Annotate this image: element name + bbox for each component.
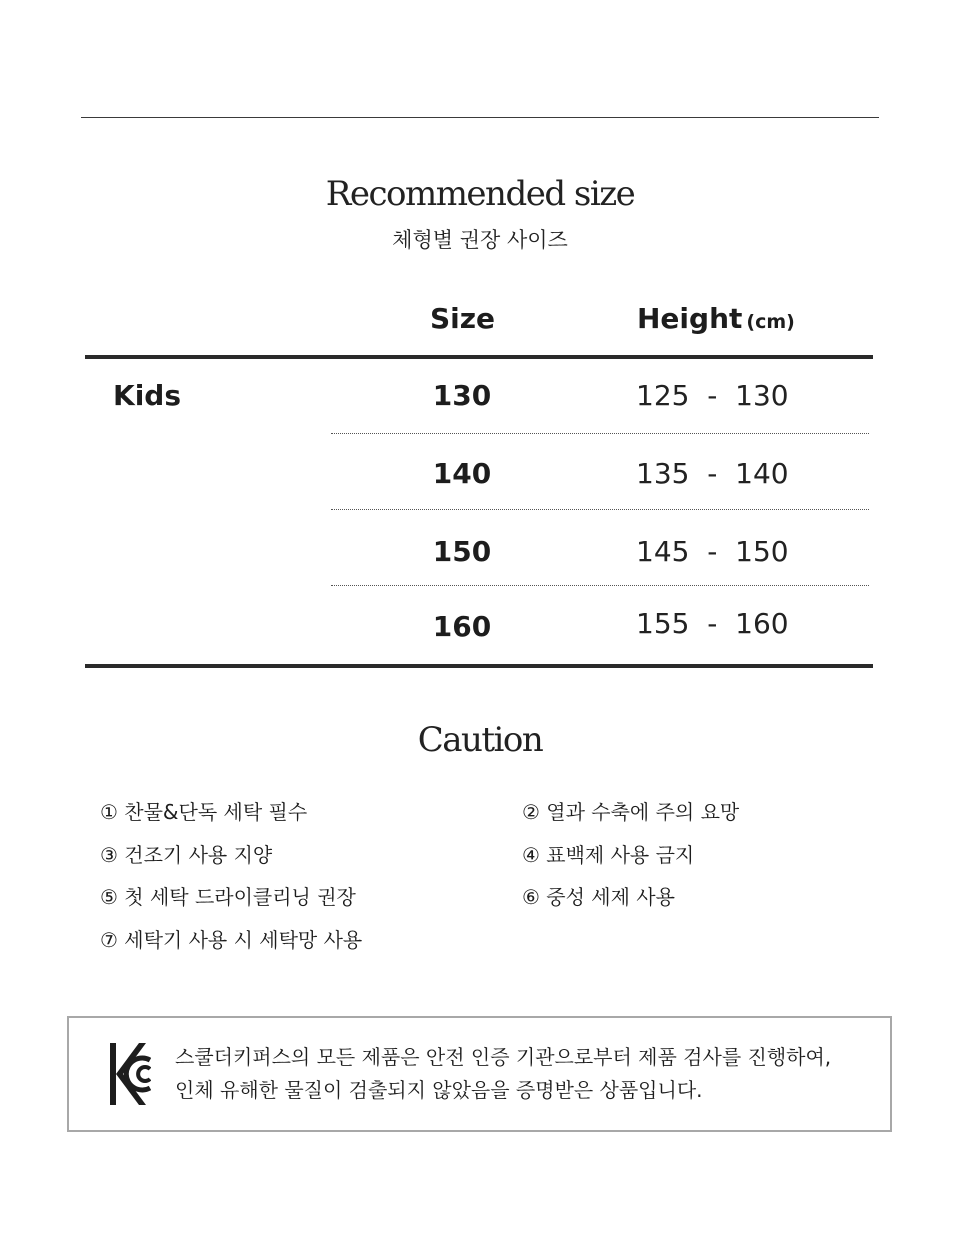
certification-text: [175, 1041, 831, 1107]
certification-notice: [67, 1016, 892, 1132]
caution-item: ④ 표백제 사용 금지: [522, 843, 695, 867]
kc-mark-icon: [109, 1042, 151, 1106]
size-cell: 130: [432, 379, 492, 412]
height-range-cell: 155 - 160: [636, 607, 789, 640]
recommended-size-subtitle: 체형별 권장 사이즈: [392, 228, 568, 252]
caution-item: ⑥ 중성 세제 사용: [522, 885, 675, 909]
caution-item: ⑦ 세탁기 사용 시 세탁망 사용: [100, 928, 363, 952]
caution-item: ① 찬물&단독 세탁 필수: [100, 800, 308, 824]
column-header-height: [637, 302, 795, 335]
certification-line: 스쿨더키퍼스의 모든 제품은 안전 인증 기관으로부터 제품 검사를 진행하여,: [175, 1045, 832, 1069]
caution-item: ⑤ 첫 세탁 드라이클리닝 권장: [100, 885, 356, 909]
height-range-cell: 145 - 150: [636, 535, 789, 568]
row-divider: [331, 585, 869, 586]
column-header-height-label: Height: [637, 302, 743, 335]
row-divider: [331, 509, 869, 510]
size-cell: 160: [432, 610, 492, 643]
recommended-size-title: Recommended size: [325, 174, 635, 214]
size-cell: 150: [432, 535, 492, 568]
height-range-cell: 125 - 130: [636, 379, 789, 412]
certification-line: 인체 유해한 물질이 검출되지 않았음을 증명받은 상품입니다.: [175, 1078, 703, 1102]
height-range-cell: 135 - 140: [636, 457, 789, 490]
caution-item: ③ 건조기 사용 지양: [100, 843, 273, 867]
caution-item: ② 열과 수축에 주의 요망: [522, 800, 740, 824]
column-header-size: Size: [430, 302, 496, 335]
size-cell: 140: [432, 457, 492, 490]
table-bottom-rule: [85, 664, 873, 668]
top-divider: [81, 117, 879, 118]
table-top-rule: [85, 355, 873, 359]
column-header-height-unit: (cm): [746, 311, 795, 333]
row-divider: [331, 433, 869, 434]
group-label-kids: Kids: [113, 379, 182, 412]
caution-title: Caution: [417, 720, 543, 760]
